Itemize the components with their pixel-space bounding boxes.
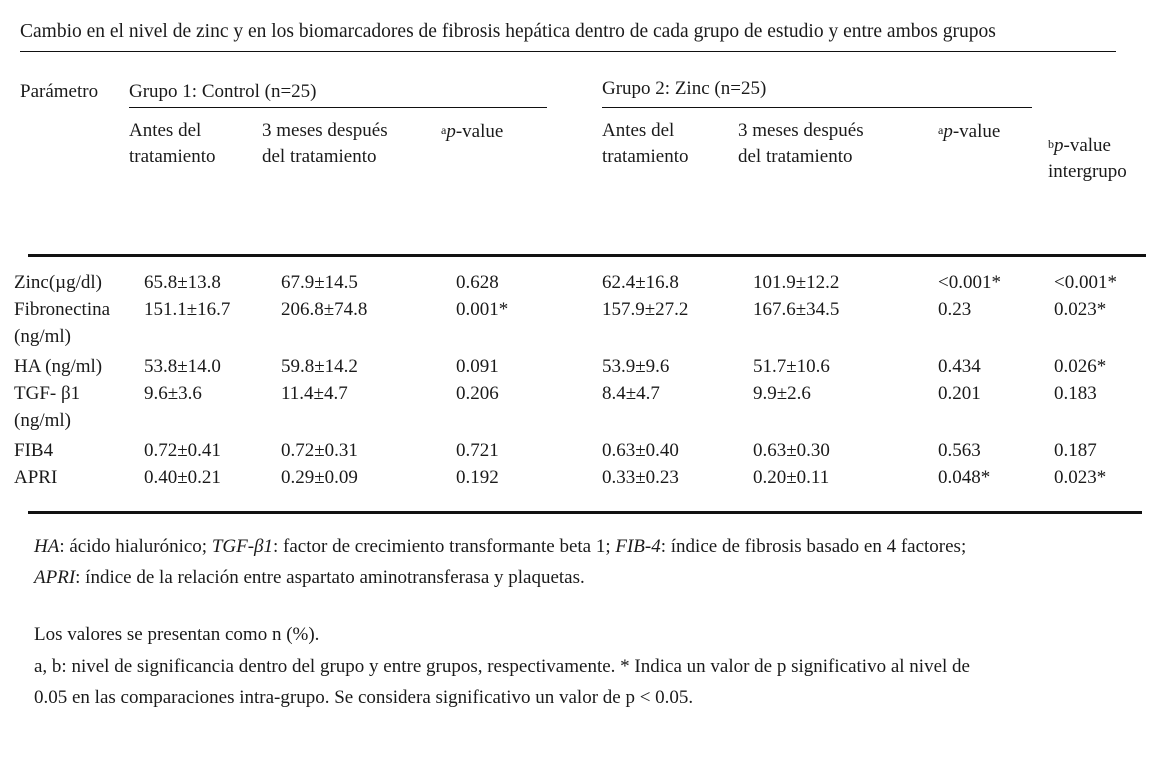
header-inter-sup: b — [1048, 137, 1054, 151]
cell-param: TGF- β1 — [14, 383, 81, 404]
cell-param: APRI — [14, 467, 58, 488]
cell-g2-after: 51.7±10.6 — [753, 356, 830, 377]
cell-param: Zinc(µg/dl) — [14, 272, 102, 293]
cell-param: HA (ng/ml) — [14, 356, 103, 377]
header-g1-after — [262, 118, 388, 170]
header-g2-p-sup: a — [938, 123, 944, 137]
cell-g2-before: 0.33±0.23 — [602, 467, 679, 488]
cell-g1-after: 67.9±14.5 — [281, 272, 358, 293]
abbr-ha-term: HA — [34, 536, 60, 557]
abbr-apri-term: APRI — [34, 567, 76, 588]
header-group2: Grupo 2: Zinc (n=25) — [602, 78, 767, 99]
cell-g1-before: 0.40±0.21 — [144, 467, 221, 488]
cell-g2-before: 62.4±16.8 — [602, 272, 679, 293]
cell-g2-p: 0.434 — [938, 356, 981, 377]
group2-underline — [602, 107, 1032, 108]
header-g1-before-l1: Antes del — [129, 120, 202, 141]
header-g1-p-letter: p — [446, 121, 456, 142]
cell-g2-after: 167.6±34.5 — [753, 299, 840, 320]
header-inter-p-letter: p — [1054, 135, 1064, 156]
header-bottom-rule — [28, 254, 1146, 257]
cell-g1-before: 65.8±13.8 — [144, 272, 221, 293]
header-g2-after — [738, 118, 864, 170]
abbr-fib-term: FIB-4 — [615, 536, 661, 557]
table-bottom-rule — [28, 511, 1142, 514]
cell-g2-p: 0.201 — [938, 383, 981, 404]
cell-g1-after: 0.29±0.09 — [281, 467, 358, 488]
cell-g2-before: 8.4±4.7 — [602, 383, 660, 404]
cell-param-unit: (ng/ml) — [14, 410, 71, 431]
header-g1-p-rest: -value — [455, 121, 504, 142]
cell-g2-p: <0.001* — [938, 272, 1001, 293]
header-g2-after-l2: del tratamiento — [738, 146, 853, 167]
cell-g2-p: 0.048* — [938, 467, 991, 488]
header-g1-after-l2: del tratamiento — [262, 146, 377, 167]
header-parameter: Parámetro — [20, 81, 99, 102]
cell-g1-after: 11.4±4.7 — [281, 383, 348, 404]
cell-inter-p: <0.001* — [1054, 272, 1117, 293]
significance-note-line-1: a, b: nivel de significancia dentro del grupo y entre grupos, respectivamente. * Indica un valor de p significativo al nivel de — [34, 656, 970, 677]
cell-g2-after: 9.9±2.6 — [753, 383, 811, 404]
header-g1-before — [129, 118, 216, 170]
cell-inter-p: 0.026* — [1054, 356, 1107, 377]
cell-g2-after: 0.63±0.30 — [753, 440, 830, 461]
cell-g1-before: 151.1±16.7 — [144, 299, 231, 320]
cell-g2-after: 101.9±12.2 — [753, 272, 840, 293]
header-g2-before-l2: tratamiento — [602, 146, 689, 167]
abbr-fib-def: : índice de fibrosis basado en 4 factores; — [660, 536, 967, 557]
header-g2-pvalue — [938, 120, 1000, 144]
header-g1-before-l2: tratamiento — [129, 146, 216, 167]
header-g2-after-l1: 3 meses después — [738, 120, 864, 141]
abbr-apri-def: : índice de la relación entre aspartato aminotransferasa y plaquetas. — [75, 567, 585, 588]
cell-g1-after: 206.8±74.8 — [281, 299, 368, 320]
cell-param: Fibronectina — [14, 299, 111, 320]
title-underline — [20, 51, 1116, 52]
header-g1-p-sup: a — [441, 123, 447, 137]
header-g2-before-l1: Antes del — [602, 120, 675, 141]
cell-inter-p: 0.187 — [1054, 440, 1097, 461]
cell-param: FIB4 — [14, 440, 54, 461]
group1-underline — [129, 107, 547, 108]
cell-g1-p: 0.091 — [456, 356, 499, 377]
cell-g2-p: 0.23 — [938, 299, 972, 320]
cell-inter-p: 0.023* — [1054, 299, 1107, 320]
cell-g1-p: 0.001* — [456, 299, 509, 320]
cell-g2-before: 157.9±27.2 — [602, 299, 689, 320]
cell-g2-before: 0.63±0.40 — [602, 440, 679, 461]
header-g1-pvalue — [441, 120, 503, 144]
cell-inter-p: 0.183 — [1054, 383, 1097, 404]
cell-param-unit: (ng/ml) — [14, 326, 71, 347]
cell-g1-after: 59.8±14.2 — [281, 356, 358, 377]
cell-g1-p: 0.628 — [456, 272, 499, 293]
cell-g1-before: 9.6±3.6 — [144, 383, 202, 404]
header-g2-p-rest: -value — [952, 121, 1001, 142]
cell-g1-after: 0.72±0.31 — [281, 440, 358, 461]
cell-g1-p: 0.721 — [456, 440, 499, 461]
cell-g1-before: 53.8±14.0 — [144, 356, 221, 377]
abbr-tgf-def: : factor de crecimiento transformante beta 1; — [273, 536, 616, 557]
cell-g2-p: 0.563 — [938, 440, 981, 461]
abbreviations-line-1 — [34, 534, 966, 560]
table-title: Cambio en el nivel de zinc y en los biomarcadores de fibrosis hepática dentro de cada grupo de estudio y entre ambos grupos — [20, 21, 996, 42]
cell-g2-after: 0.20±0.11 — [753, 467, 830, 488]
significance-note-line-2: 0.05 en las comparaciones intra-grupo. Se considera significativo un valor de p < 0.05. — [34, 687, 694, 708]
cell-g2-before: 53.9±9.6 — [602, 356, 670, 377]
abbr-tgf-term: TGF-β1 — [211, 536, 273, 557]
cell-g1-p: 0.206 — [456, 383, 499, 404]
header-intergroup — [1048, 133, 1127, 185]
header-inter-rest: -value — [1063, 135, 1111, 156]
header-inter-l2: intergrupo — [1048, 161, 1127, 182]
header-group1: Grupo 1: Control (n=25) — [129, 81, 317, 102]
cell-inter-p: 0.023* — [1054, 467, 1107, 488]
header-g2-p-letter: p — [943, 121, 953, 142]
cell-g1-p: 0.192 — [456, 467, 499, 488]
abbreviations-line-2 — [34, 565, 585, 591]
cell-g1-before: 0.72±0.41 — [144, 440, 221, 461]
values-note: Los valores se presentan como n (%). — [34, 624, 320, 645]
abbr-ha-def: : ácido hialurónico; — [59, 536, 212, 557]
header-g2-before — [602, 118, 689, 170]
header-g1-after-l1: 3 meses después — [262, 120, 388, 141]
